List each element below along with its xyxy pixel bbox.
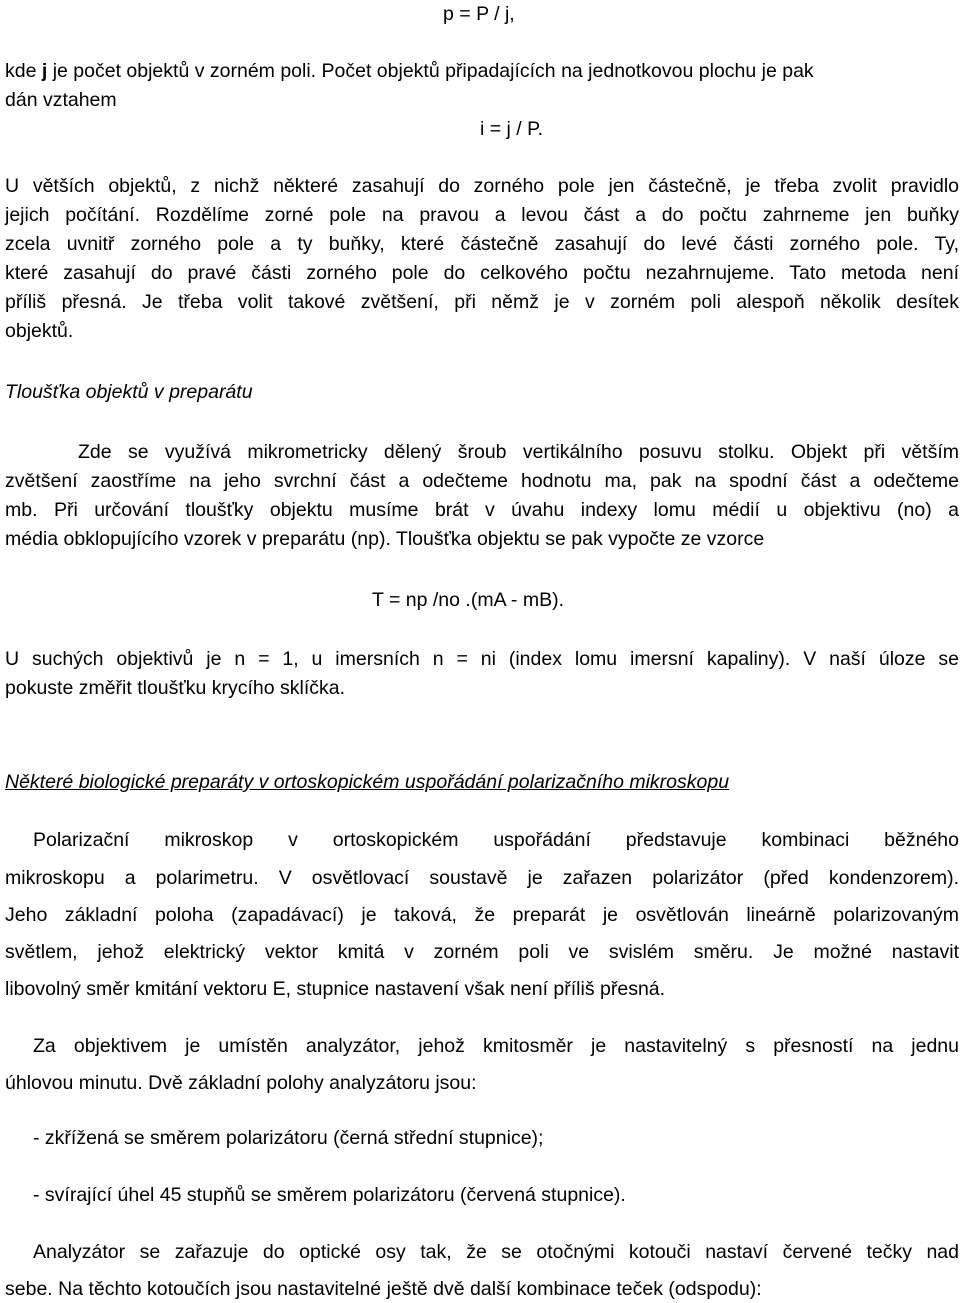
paragraph-1-line-4: které zasahují do pravé části zorného pole do celkového počtu nezahrnujeme. Tato metoda není bbox=[5, 262, 959, 284]
paragraph-4-line-2: mikroskopu a polarimetru. V osvětlovací soustavě je zařazen polarizátor (před kondenzorem). bbox=[5, 867, 959, 889]
list-item-2: - svírající úhel 45 stupňů se směrem polarizátoru (červená stupnice). bbox=[33, 1184, 626, 1206]
text-line-dan: dán vztahem bbox=[5, 89, 117, 111]
formula-t: T = np /no .(mA - mB). bbox=[372, 589, 564, 611]
paragraph-1-line-2: jejich počítání. Rozdělíme zorné pole na pravou a levou část a do počtu zahrneme jen buňky bbox=[5, 204, 959, 226]
heading-thickness: Tloušťka objektů v preparátu bbox=[5, 381, 253, 403]
text-line-kde bbox=[5, 59, 959, 83]
text-kde-rest: je počet objektů v zorném poli. Počet objektů připadajících na jednotkovou plochu je pak bbox=[47, 60, 814, 82]
paragraph-1-line-5: příliš přesná. Je třeba volit takové zvětšení, při němž je v zorném poli alespoň několik desítek bbox=[5, 291, 959, 313]
paragraph-4-line-4: světlem, jehož elektrický vektor kmitá v zorném poli ve svislém směru. Je možné nastavit bbox=[5, 941, 959, 963]
formula-i: i = j / P. bbox=[480, 118, 544, 140]
paragraph-6-line-1: Analyzátor se zařazuje do optické osy tak, že se otočnými kotouči nastaví červené tečky nad bbox=[33, 1241, 959, 1263]
list-item-1: - zkřížená se směrem polarizátoru (černá střední stupnice); bbox=[33, 1127, 544, 1149]
paragraph-3-line-2: pokuste změřit tloušťku krycího sklíčka. bbox=[5, 677, 346, 699]
paragraph-2-line-3: mb. Při určování tloušťky objektu musíme brát v úvahu indexy lomu médií u objektivu (no) a bbox=[5, 499, 959, 521]
paragraph-4-line-3: Jeho základní poloha (zapadávací) je taková, že preparát je osvětlován lineárně polarizovaným bbox=[5, 904, 959, 926]
text-kde-prefix: kde bbox=[5, 60, 42, 82]
paragraph-5-line-2: úhlovou minutu. Dvě základní polohy analyzátoru jsou: bbox=[5, 1072, 477, 1094]
paragraph-2-line-2: zvětšení zaostříme na jeho svrchní část a odečteme hodnotu ma, pak na spodní část a odečteme bbox=[5, 470, 959, 492]
paragraph-4-line-1: Polarizační mikroskop v ortoskopickém uspořádání představuje kombinaci běžného bbox=[33, 829, 959, 851]
paragraph-1-line-1: U větších objektů, z nichž některé zasahují do zorného pole jen částečně, je třeba zvolit pravidlo bbox=[5, 175, 959, 197]
paragraph-2-line-4: média obklopujícího vzorek v preparátu (np). Tloušťka objektu se pak vypočte ze vzorce bbox=[5, 528, 765, 550]
paragraph-3-line-1: U suchých objektivů je n = 1, u imersních n = ni (index lomu imersní kapaliny). V naší úloze se bbox=[5, 648, 959, 670]
heading-biological-preparations: Některé biologické preparáty v ortoskopickém uspořádání polarizačního mikroskopu bbox=[5, 771, 730, 793]
paragraph-2-line-1: Zde se využívá mikrometricky dělený šroub vertikálního posuvu stolku. Objekt při větším bbox=[78, 441, 959, 463]
paragraph-1-line-3: zcela uvnitř zorného pole a ty buňky, které částečně zasahují do levé části zorného pole. Ty, bbox=[5, 233, 959, 255]
text-kde-bold: j bbox=[41, 60, 48, 82]
paragraph-5-line-1: Za objektivem je umístěn analyzátor, jehož kmitosměr je nastavitelný s přesností na jednu bbox=[33, 1035, 959, 1057]
formula-p: p = P / j, bbox=[443, 3, 515, 25]
paragraph-6-line-2: sebe. Na těchto kotoučích jsou nastavitelné ještě dvě další kombinace teček (odspodu): bbox=[5, 1278, 762, 1300]
paragraph-4-line-5: libovolný směr kmitání vektoru E, stupnice nastavení však není příliš přesná. bbox=[5, 978, 666, 1000]
paragraph-1-line-6: objektů. bbox=[5, 320, 74, 342]
